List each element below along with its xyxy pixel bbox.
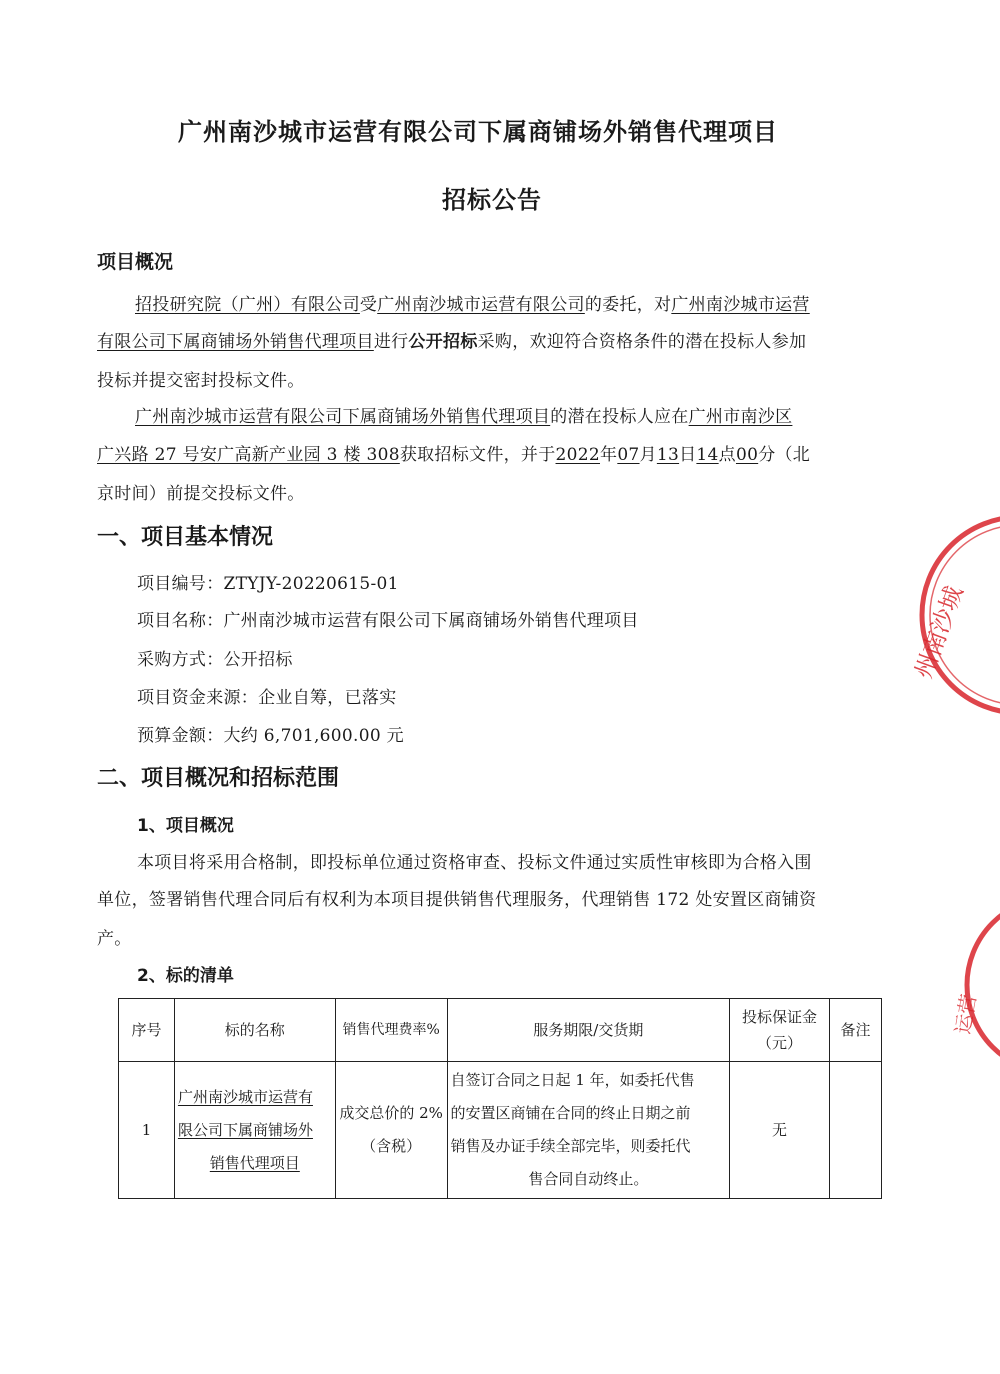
cell-rate <box>335 1062 447 1199</box>
cell-name-line: 广州南沙城市运营有 <box>177 1087 313 1106</box>
text: 月 <box>639 445 657 465</box>
overview-p2-line1 <box>135 402 792 427</box>
table-row <box>119 1062 882 1199</box>
document-title: 广州南沙城市运营有限公司下属商铺场外销售代理项目 <box>178 118 778 146</box>
project-name-field: 项目名称：广州南沙城市运营有限公司下属商铺场外销售代理项目 <box>137 611 639 631</box>
scope-line2: 单位，签署销售代理合同后有权利为本项目提供销售代理服务，代理销售 172 处安置区商铺资 <box>97 890 817 910</box>
subsection-overview: 1、项目概况 <box>137 816 234 836</box>
agent-name: 招投研究院（广州）有限公司 <box>135 295 360 315</box>
header-period: 服务期限/交货期 <box>447 999 730 1062</box>
overview-p2-line2 <box>97 440 810 465</box>
company-seal-stamp <box>900 510 1000 710</box>
cell-remark <box>830 1062 882 1199</box>
header-deposit-line1: 投标保证金 <box>742 1008 818 1026</box>
overview-heading: 项目概况 <box>97 251 174 273</box>
text: 进行 <box>373 332 409 352</box>
cell-period <box>447 1062 730 1199</box>
project-name-part: 广州南沙城市运营 <box>671 295 810 315</box>
cell-period-line: 的安置区商铺在合同的终止日期之前 <box>450 1104 691 1122</box>
deadline-month: 07 <box>617 445 640 465</box>
budget-field: 预算金额：大约 6,701,600.00 元 <box>137 726 404 746</box>
text: 的潜在投标人应在 <box>550 407 689 427</box>
overview-p1-line1 <box>135 290 810 315</box>
header-deposit <box>730 999 830 1062</box>
overview-p1-line2 <box>97 327 806 352</box>
section1-heading: 一、项目基本情况 <box>97 525 274 550</box>
project-name-part: 有限公司下属商铺场外销售代理项目 <box>97 332 374 352</box>
cell-period-line: 自签订合同之日起 1 年，如委托代售 <box>450 1071 695 1089</box>
deadline-minute: 00 <box>735 445 759 465</box>
procurement-method: 公开招标 <box>408 332 478 352</box>
deadline-day: 13 <box>656 445 680 465</box>
text: 受 <box>359 295 378 315</box>
address-part: 广兴路 27 号安广高新产业园 3 楼 308 <box>97 445 400 465</box>
cell-name-line: 销售代理项目 <box>209 1153 300 1172</box>
header-name: 标的名称 <box>174 999 335 1062</box>
cell-period-line: 售合同自动终止。 <box>528 1170 649 1188</box>
text: 点 <box>718 445 736 465</box>
procurement-method-field: 采购方式：公开招标 <box>137 650 293 670</box>
header-rate: 销售代理费率% <box>335 999 447 1062</box>
text: 日 <box>679 445 697 465</box>
text: 获取招标文件，并于 <box>399 445 556 465</box>
subsection-item-list: 2、标的清单 <box>137 966 234 986</box>
cell-deposit: 无 <box>730 1062 830 1199</box>
overview-p1-line3: 投标并提交密封投标文件。 <box>97 371 305 391</box>
section2-heading: 二、项目概况和招标范围 <box>97 766 340 791</box>
text: 分（北 <box>758 445 811 465</box>
cell-name-line: 限公司下属商铺场外 <box>177 1120 313 1139</box>
deadline-hour: 14 <box>696 445 719 465</box>
text: 采购，欢迎符合资格条件的潜在投标人参加 <box>477 332 807 352</box>
item-list-table <box>118 998 882 1199</box>
address-part: 广州市南沙区 <box>688 407 793 427</box>
deadline-year: 2022 <box>555 445 600 465</box>
cell-rate-line: 成交总价的 2% <box>339 1104 443 1122</box>
project-number: 项目编号：ZTYJY-20220615-01 <box>137 574 399 594</box>
cell-seq: 1 <box>119 1062 175 1199</box>
header-deposit-line2: （元） <box>757 1034 803 1052</box>
text: 的委托，对 <box>584 295 672 315</box>
scope-line3: 产。 <box>97 929 132 949</box>
project-name: 广州南沙城市运营有限公司下属商铺场外销售代理项目 <box>135 407 551 427</box>
svg-text:运营: 运营 <box>950 992 981 1036</box>
scope-line1: 本项目将采用合格制，即投标单位通过资格审查、投标文件通过实质性审核即为合格入围 <box>137 853 812 873</box>
cell-rate-line: （含税） <box>361 1137 422 1155</box>
header-seq: 序号 <box>119 999 175 1062</box>
client-name: 广州南沙城市运营有限公司 <box>377 295 585 315</box>
company-seal-stamp-2 <box>950 905 1000 1065</box>
overview-p2-line3: 京时间）前提交投标文件。 <box>97 484 305 504</box>
fund-source-field: 项目资金来源：企业自筹，已落实 <box>137 688 397 708</box>
table-header-row <box>119 999 882 1062</box>
cell-period-line: 销售及办证手续全部完毕，则委托代 <box>450 1137 691 1155</box>
document-subtitle: 招标公告 <box>442 186 542 214</box>
cell-name <box>174 1062 335 1199</box>
header-remark: 备注 <box>830 999 882 1062</box>
text: 年 <box>600 445 618 465</box>
svg-text:州南沙城: 州南沙城 <box>909 582 969 683</box>
